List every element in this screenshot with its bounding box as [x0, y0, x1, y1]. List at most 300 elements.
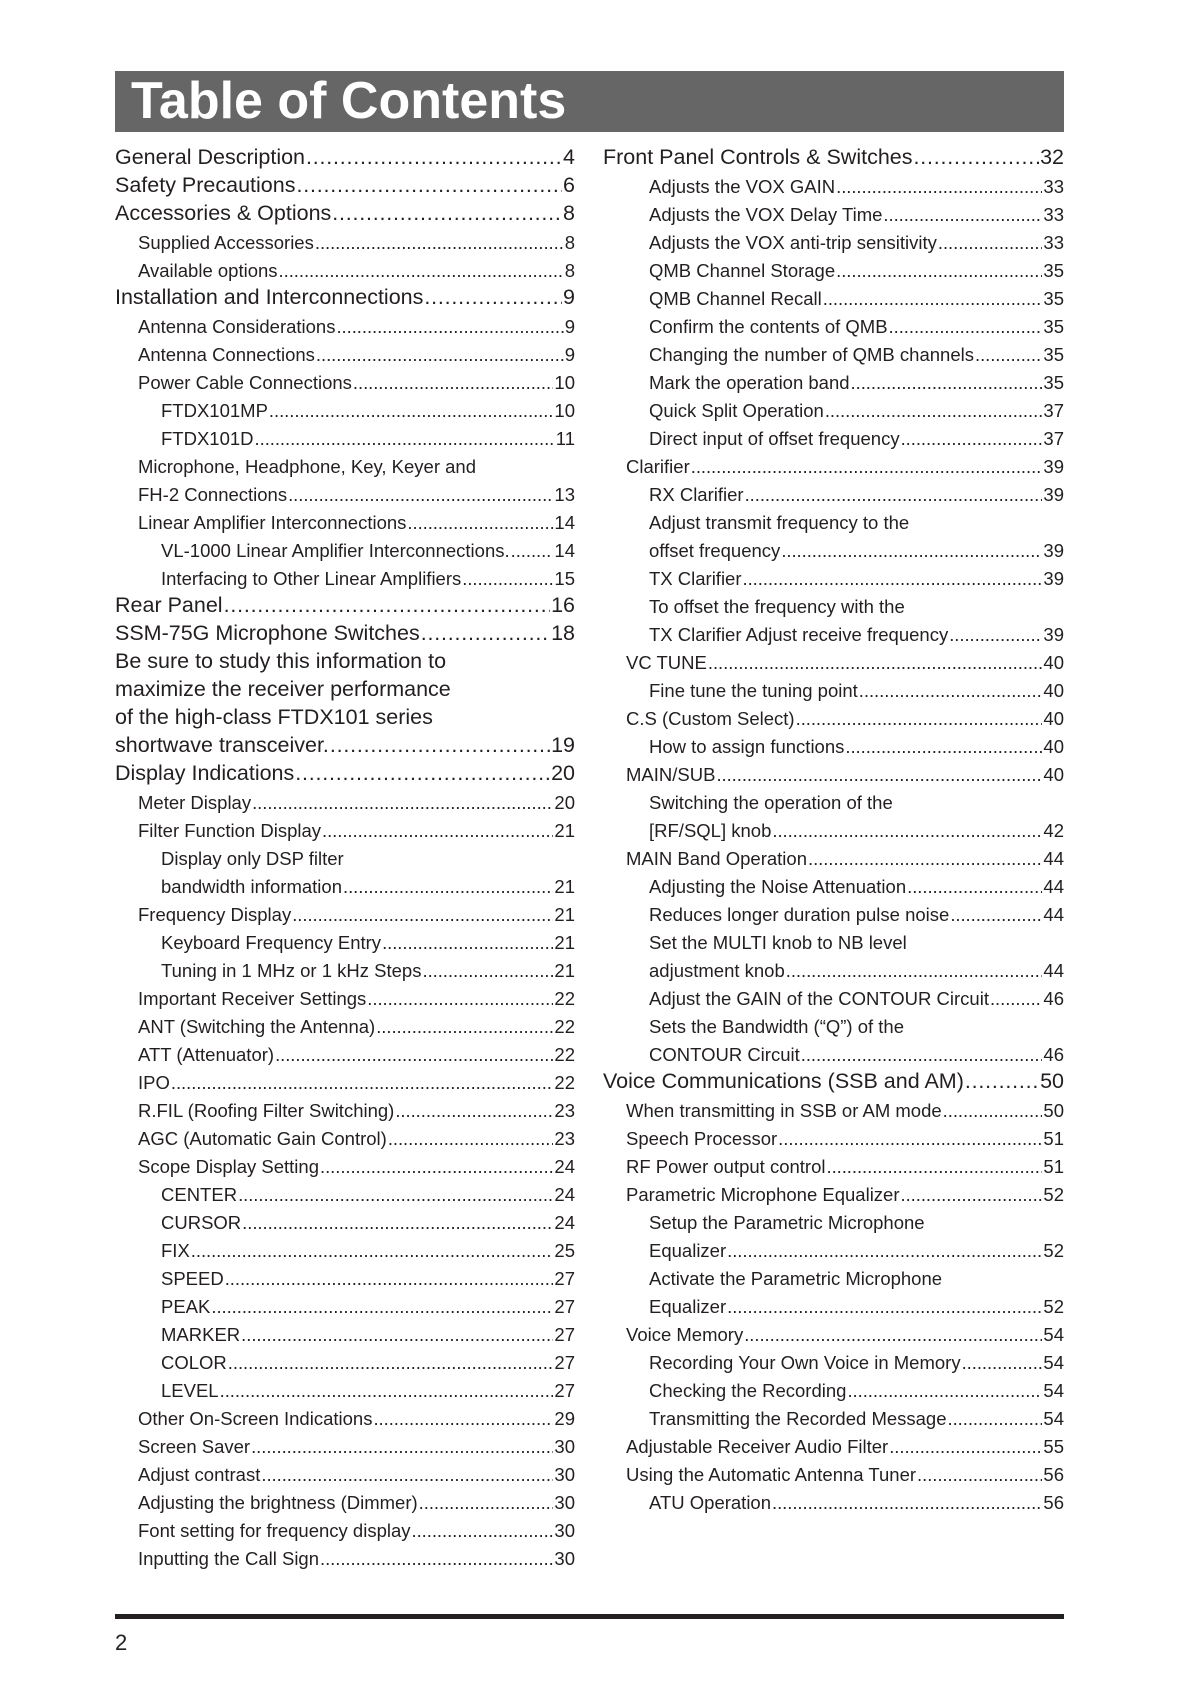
toc-entry-page: 54 [1043, 1324, 1064, 1345]
toc-entry-title: Be sure to study this information to [115, 649, 447, 673]
toc-entry-title: Fine tune the tuning point [649, 680, 858, 701]
toc-entry-title: Filter Function Display [138, 820, 322, 841]
toc-leader-dots [320, 1156, 553, 1178]
toc-entry [115, 310, 575, 338]
toc-entry-page: 40 [1043, 652, 1064, 673]
toc-entry-page: 56 [1043, 1492, 1064, 1513]
toc-entry [603, 982, 1064, 1010]
toc-entry-title: ATT (Attenuator) [138, 1044, 275, 1065]
toc-entry-page: 42 [1043, 820, 1064, 841]
toc-entry [115, 1150, 575, 1178]
toc-entry-title: Linear Amplifier Interconnections [138, 512, 407, 533]
toc-entry-title: RX Clarifier [649, 484, 744, 505]
toc-entry [115, 1094, 575, 1122]
toc-leader-dots [316, 344, 564, 366]
toc-entry [603, 366, 1064, 394]
toc-leader-dots [914, 145, 1040, 170]
toc-entry [115, 254, 575, 282]
toc-entry-page: 21 [554, 876, 575, 897]
toc-leader-dots [419, 1492, 554, 1514]
toc-entry-title: Other On-Screen Indications [138, 1408, 373, 1429]
toc-entry [115, 1122, 575, 1150]
toc-entry [115, 1346, 575, 1374]
toc-leader-dots [883, 204, 1042, 226]
toc-entry-title: adjustment knob [649, 960, 785, 981]
toc-entry [115, 338, 575, 366]
toc-leader-dots [292, 904, 553, 926]
toc-leader-dots [965, 1069, 1039, 1094]
toc-entry-page: 40 [1043, 708, 1064, 729]
toc-leader-dots [796, 708, 1043, 730]
toc-entry-title: Available options [138, 260, 278, 281]
toc-entry-title: Adjust the GAIN of the CONTOUR Circuit [649, 988, 989, 1009]
toc-entry [603, 1486, 1064, 1514]
toc-leader-dots [851, 372, 1043, 394]
toc-entry [603, 282, 1064, 310]
toc-entry-page: 9 [564, 316, 575, 337]
toc-entry-title: Changing the number of QMB channels [649, 344, 974, 365]
toc-entry-page: 40 [1043, 764, 1064, 785]
toc-entry-title: bandwidth information [161, 876, 342, 897]
toc-entry-page: 54 [1043, 1352, 1064, 1373]
toc-entry-page: 6 [563, 173, 575, 197]
toc-leader-dots [191, 1240, 554, 1262]
toc-entry-title: Important Receiver Settings [138, 988, 367, 1009]
toc-entry [115, 1290, 575, 1318]
toc-entry [115, 422, 575, 450]
toc-entry-title: Adjust transmit frequency to the [649, 512, 910, 533]
toc-entry [115, 366, 575, 394]
toc-entry-page: 8 [564, 260, 575, 281]
toc-leader-dots [220, 1380, 554, 1402]
toc-leader-dots [772, 820, 1042, 842]
toc-entry-title: CENTER [161, 1184, 238, 1205]
toc-leader-dots [962, 1352, 1043, 1374]
toc-entry [115, 926, 575, 954]
toc-entry [115, 1430, 575, 1458]
toc-leader-dots [950, 904, 1042, 926]
toc-entry-title: General Description [115, 145, 306, 169]
toc-entry [603, 1458, 1064, 1486]
toc-entry [603, 1066, 1064, 1094]
toc-leader-dots [395, 1100, 553, 1122]
toc-leader-dots [901, 428, 1043, 450]
toc-leader-dots [990, 988, 1042, 1010]
toc-leader-dots [745, 484, 1043, 506]
toc-leader-dots [412, 1520, 554, 1542]
toc-leader-dots [269, 400, 554, 422]
toc-entry [115, 282, 575, 310]
toc-leader-dots [801, 1044, 1043, 1066]
toc-leader-dots [306, 145, 562, 170]
toc-entry-title: Reduces longer duration pulse noise [649, 904, 950, 925]
toc-entry [115, 1486, 575, 1514]
toc-leader-dots [320, 1548, 553, 1570]
toc-entry [603, 1430, 1064, 1458]
toc-entry-page: 56 [1043, 1464, 1064, 1485]
toc-entry-page: 39 [1043, 624, 1064, 645]
page-number: 2 [115, 1630, 128, 1655]
toc-entry [115, 646, 575, 674]
toc-entry-title: Rear Panel [115, 593, 223, 617]
toc-entry-title: Inputting the Call Sign [138, 1548, 320, 1569]
toc-leader-dots [224, 593, 551, 618]
toc-leader-dots [948, 1408, 1043, 1430]
toc-leader-dots [938, 232, 1043, 254]
toc-entry-page: 15 [554, 568, 575, 589]
toc-entry-title: CONTOUR Circuit [649, 1044, 800, 1065]
toc-entry [603, 786, 1064, 814]
toc-entry-title: Switching the operation of the [649, 792, 893, 813]
toc-entry [603, 1038, 1064, 1066]
toc-entry [115, 954, 575, 982]
toc-entry-title: FIX [161, 1240, 190, 1261]
toc-leader-dots [424, 285, 562, 310]
toc-entry-page: 23 [554, 1128, 575, 1149]
toc-entry-title: Safety Precautions [115, 173, 296, 197]
toc-entry [115, 1374, 575, 1402]
toc-entry-page: 33 [1043, 176, 1064, 197]
toc-entry-page: 22 [554, 1072, 575, 1093]
toc-entry-title: PEAK [161, 1296, 211, 1317]
toc-entry-title: Font setting for frequency display [138, 1520, 411, 1541]
toc-entry [603, 926, 1064, 954]
toc-leader-dots [315, 232, 564, 254]
toc-entry-title: Frequency Display [138, 904, 292, 925]
toc-leader-dots [823, 288, 1043, 310]
toc-entry [603, 338, 1064, 366]
toc-entry-page: 18 [551, 621, 575, 645]
toc-entry-page: 52 [1043, 1296, 1064, 1317]
toc-leader-dots [225, 1268, 554, 1290]
toc-entry-page: 8 [563, 201, 575, 225]
toc-entry-title: Set the MULTI knob to NB level [649, 932, 907, 953]
toc-entry-title: COLOR [161, 1352, 227, 1373]
toc-entry [603, 198, 1064, 226]
toc-entry [603, 1206, 1064, 1234]
toc-entry [115, 730, 575, 758]
toc-leader-dots [743, 568, 1043, 590]
toc-entry-page: 9 [563, 285, 575, 309]
toc-leader-dots [744, 1324, 1042, 1346]
toc-entry-title: Recording Your Own Voice in Memory [649, 1352, 961, 1373]
toc-entry-page: 11 [555, 428, 575, 449]
toc-entry-page: 21 [554, 904, 575, 925]
toc-entry [115, 534, 575, 562]
toc-entry-page: 24 [554, 1212, 575, 1233]
toc-leader-dots [949, 624, 1042, 646]
toc-entry-page: 29 [554, 1408, 575, 1429]
toc-entry-page: 23 [554, 1100, 575, 1121]
toc-entry-page: 10 [554, 372, 575, 393]
toc-entry-page: 14 [554, 512, 575, 533]
toc-entry [603, 1234, 1064, 1262]
toc-entry-title: Tuning in 1 MHz or 1 kHz Steps [161, 960, 422, 981]
title-bar [115, 71, 1064, 132]
toc-entry-page: 13 [554, 484, 575, 505]
toc-entry-page: 22 [554, 988, 575, 1009]
toc-entry-title: MAIN/SUB [626, 764, 716, 785]
toc-entry [115, 1234, 575, 1262]
toc-entry-title: Accessories & Options [115, 201, 332, 225]
toc-entry-page: 19 [551, 733, 575, 757]
toc-entry-title: How to assign functions [649, 736, 845, 757]
toc-entry-title: IPO [138, 1072, 170, 1093]
toc-entry-page: 25 [554, 1240, 575, 1261]
toc-entry [603, 422, 1064, 450]
toc-leader-dots [836, 260, 1042, 282]
page-title: Table of Contents [131, 72, 567, 130]
toc-entry-title: Screen Saver [138, 1436, 251, 1457]
toc-leader-dots [462, 568, 553, 590]
toc-entry [603, 226, 1064, 254]
toc-entry-title: Adjustable Receiver Audio Filter [626, 1436, 889, 1457]
toc-entry-page: 30 [554, 1436, 575, 1457]
toc-entry-title: maximize the receiver performance [115, 677, 451, 701]
toc-entry [603, 702, 1064, 730]
toc-entry [115, 506, 575, 534]
toc-entry-page: 39 [1043, 540, 1064, 561]
toc-entry-page: 14 [554, 540, 575, 561]
toc-leader-dots [691, 456, 1043, 478]
toc-entry [115, 870, 575, 898]
toc-leader-dots [421, 621, 550, 646]
toc-entry-title: Voice Memory [626, 1324, 744, 1345]
toc-leader-dots [353, 372, 554, 394]
toc-entry-title: Scope Display Setting [138, 1156, 319, 1177]
toc-entry-title: Equalizer [649, 1240, 727, 1261]
toc-entry [603, 646, 1064, 674]
toc-entry-page: 35 [1043, 344, 1064, 365]
toc-entry [603, 1094, 1064, 1122]
toc-leader-dots [907, 876, 1042, 898]
toc-entry-page: 20 [551, 761, 575, 785]
toc-leader-dots [296, 173, 562, 198]
toc-entry [603, 478, 1064, 506]
toc-leader-dots [388, 1128, 554, 1150]
toc-entry-page: 39 [1043, 456, 1064, 477]
toc-entry [603, 1150, 1064, 1178]
toc-entry-title: FTDX101MP [161, 400, 268, 421]
toc-entry-title: Direct input of offset frequency [649, 428, 900, 449]
toc-entry-title: Front Panel Controls & Switches [603, 145, 913, 169]
toc-entry-title: Activate the Parametric Microphone [649, 1268, 943, 1289]
toc-entry [603, 254, 1064, 282]
toc-entry-title: RF Power output control [626, 1156, 826, 1177]
toc-leader-dots [376, 1016, 553, 1038]
toc-leader-dots [975, 344, 1042, 366]
toc-leader-dots [251, 1436, 553, 1458]
toc-entry [603, 730, 1064, 758]
toc-entry-title: C.S (Custom Select) [626, 708, 795, 729]
toc-entry-page: 33 [1043, 204, 1064, 225]
toc-entry-page: 50 [1043, 1100, 1064, 1121]
toc-entry-title: Adjusting the brightness (Dimmer) [138, 1492, 418, 1513]
toc-entry-page: 33 [1043, 232, 1064, 253]
toc-entry-page: 32 [1040, 145, 1064, 169]
toc-entry [603, 142, 1064, 170]
toc-entry [115, 1178, 575, 1206]
toc-entry [603, 674, 1064, 702]
toc-entry [115, 1010, 575, 1038]
toc-leader-dots [825, 400, 1043, 422]
toc-entry [115, 898, 575, 926]
toc-entry-title: ANT (Switching the Antenna) [138, 1016, 376, 1037]
toc-entry [603, 842, 1064, 870]
toc-leader-dots [332, 201, 562, 226]
toc-entry [115, 170, 575, 198]
toc-entry-title: Display Indications [115, 761, 295, 785]
toc-entry [115, 786, 575, 814]
toc-leader-dots [847, 1380, 1042, 1402]
toc-entry-title: Adjusts the VOX anti-trip sensitivity [649, 232, 937, 253]
toc-entry-page: 4 [563, 145, 575, 169]
toc-entry-title: MAIN Band Operation [626, 848, 807, 869]
toc-entry [603, 1402, 1064, 1430]
toc-entry-title: Mark the operation band [649, 372, 850, 393]
toc-leader-dots [727, 1240, 1042, 1262]
toc-entry-title: Clarifier [626, 456, 690, 477]
toc-leader-dots [708, 652, 1043, 674]
toc-entry-title: Parametric Microphone Equalizer [626, 1184, 900, 1205]
toc-leader-dots [826, 1156, 1042, 1178]
toc-entry-page: 50 [1040, 1069, 1064, 1093]
toc-entry-title: Quick Split Operation [649, 400, 824, 421]
toc-leader-dots [241, 1324, 553, 1346]
toc-entry-page: 30 [554, 1492, 575, 1513]
toc-entry-page: 40 [1043, 680, 1064, 701]
toc-entry-title: Supplied Accessories [138, 232, 314, 253]
toc-entry-title: ATU Operation [649, 1492, 772, 1513]
toc-entry-title: Voice Communications (SSB and AM) [603, 1069, 964, 1093]
toc-leader-dots [295, 761, 550, 786]
toc-entry-page: 52 [1043, 1184, 1064, 1205]
toc-entry-page: 27 [554, 1380, 575, 1401]
toc-leader-dots [322, 820, 553, 842]
toc-entry [603, 450, 1064, 478]
toc-entry-title: Adjusts the VOX Delay Time [649, 204, 883, 225]
toc-entry-title: Sets the Bandwidth (“Q”) of the [649, 1016, 905, 1037]
toc-entry-page: 24 [554, 1156, 575, 1177]
toc-entry [115, 674, 575, 702]
toc-entry-page: 35 [1043, 260, 1064, 281]
toc-entry-title: VC TUNE [626, 652, 707, 673]
toc-entry [603, 954, 1064, 982]
toc-entry-page: 27 [554, 1296, 575, 1317]
toc-entry-title: QMB Channel Storage [649, 260, 836, 281]
toc-entry [115, 814, 575, 842]
toc-entry [603, 170, 1064, 198]
toc-entry-title: When transmitting in SSB or AM mode [626, 1100, 942, 1121]
toc-entry-title: Antenna Considerations [138, 316, 336, 337]
toc-leader-dots [845, 736, 1042, 758]
toc-entry-page: 35 [1043, 288, 1064, 309]
toc-leader-dots [786, 960, 1043, 982]
toc-entry [115, 590, 575, 618]
toc-entry [603, 814, 1064, 842]
toc-entry [115, 758, 575, 786]
toc-entry-title: Microphone, Headphone, Key, Keyer and [138, 456, 477, 477]
toc-entry-title: Transmitting the Recorded Message [649, 1408, 947, 1429]
toc-entry-page: 20 [554, 792, 575, 813]
toc-entry [115, 1262, 575, 1290]
toc-entry-page: 9 [564, 344, 575, 365]
toc-entry-title: Installation and Interconnections [115, 285, 424, 309]
toc-leader-dots [382, 932, 553, 954]
toc-entry-title: SSM-75G Microphone Switches [115, 621, 420, 645]
toc-entry-title: To offset the frequency with the [649, 596, 905, 617]
toc-entry [115, 1066, 575, 1094]
toc-leader-dots [228, 1352, 554, 1374]
toc-leader-dots [367, 988, 553, 1010]
toc-entry [115, 198, 575, 226]
toc-entry-page: 46 [1043, 988, 1064, 1009]
toc-entry-title: Speech Processor [626, 1128, 778, 1149]
toc-entry [115, 842, 575, 870]
toc-entry-page: 30 [554, 1520, 575, 1541]
toc-entry-page: 30 [554, 1464, 575, 1485]
toc-entry-title: Antenna Connections [138, 344, 315, 365]
toc-entry-page: 8 [564, 232, 575, 253]
toc-entry-page: 44 [1043, 876, 1064, 897]
toc-entry [115, 1514, 575, 1542]
toc-entry-title: Equalizer [649, 1296, 727, 1317]
toc-entry-title: CURSOR [161, 1212, 242, 1233]
toc-entry-page: 46 [1043, 1044, 1064, 1065]
toc-leader-dots [279, 260, 564, 282]
toc-entry-page: 30 [554, 1548, 575, 1569]
toc-entry-page: 54 [1043, 1380, 1064, 1401]
toc-entry [603, 758, 1064, 786]
toc-entry-title: Meter Display [138, 792, 252, 813]
toc-entry [603, 1374, 1064, 1402]
toc-entry-title: [RF/SQL] knob [649, 820, 772, 841]
toc-leader-dots [836, 176, 1042, 198]
toc-entry-title: QMB Channel Recall [649, 288, 822, 309]
toc-entry-title: Keyboard Frequency Entry [161, 932, 382, 953]
toc-leader-dots [343, 876, 553, 898]
toc-entry [115, 1402, 575, 1430]
toc-entry [115, 1458, 575, 1486]
toc-leader-dots [859, 680, 1043, 702]
toc-entry-page: 37 [1043, 428, 1064, 449]
toc-leader-dots [373, 1408, 553, 1430]
toc-leader-dots [407, 512, 553, 534]
toc-entry [603, 870, 1064, 898]
toc-entry-page: 51 [1043, 1156, 1064, 1177]
toc-entry [115, 226, 575, 254]
toc-entry-page: 27 [554, 1268, 575, 1289]
toc-leader-dots [252, 792, 553, 814]
toc-entry-title: TX Clarifier Adjust receive frequency [649, 624, 949, 645]
toc-entry [115, 1318, 575, 1346]
toc-entry-page: 21 [554, 960, 575, 981]
toc-entry [603, 1318, 1064, 1346]
toc-entry-page: 55 [1043, 1436, 1064, 1457]
toc-leader-dots [943, 1100, 1043, 1122]
toc-entry-page: 44 [1043, 848, 1064, 869]
toc-entry [603, 618, 1064, 646]
toc-entry-page: 16 [551, 593, 575, 617]
toc-entry [115, 702, 575, 730]
toc-leader-dots [275, 1044, 553, 1066]
toc-entry-page: 39 [1043, 484, 1064, 505]
toc-entry [603, 1178, 1064, 1206]
toc-entry [603, 898, 1064, 926]
toc-leader-dots [255, 428, 555, 450]
toc-leader-dots [917, 1464, 1042, 1486]
toc-entry [603, 1010, 1064, 1038]
